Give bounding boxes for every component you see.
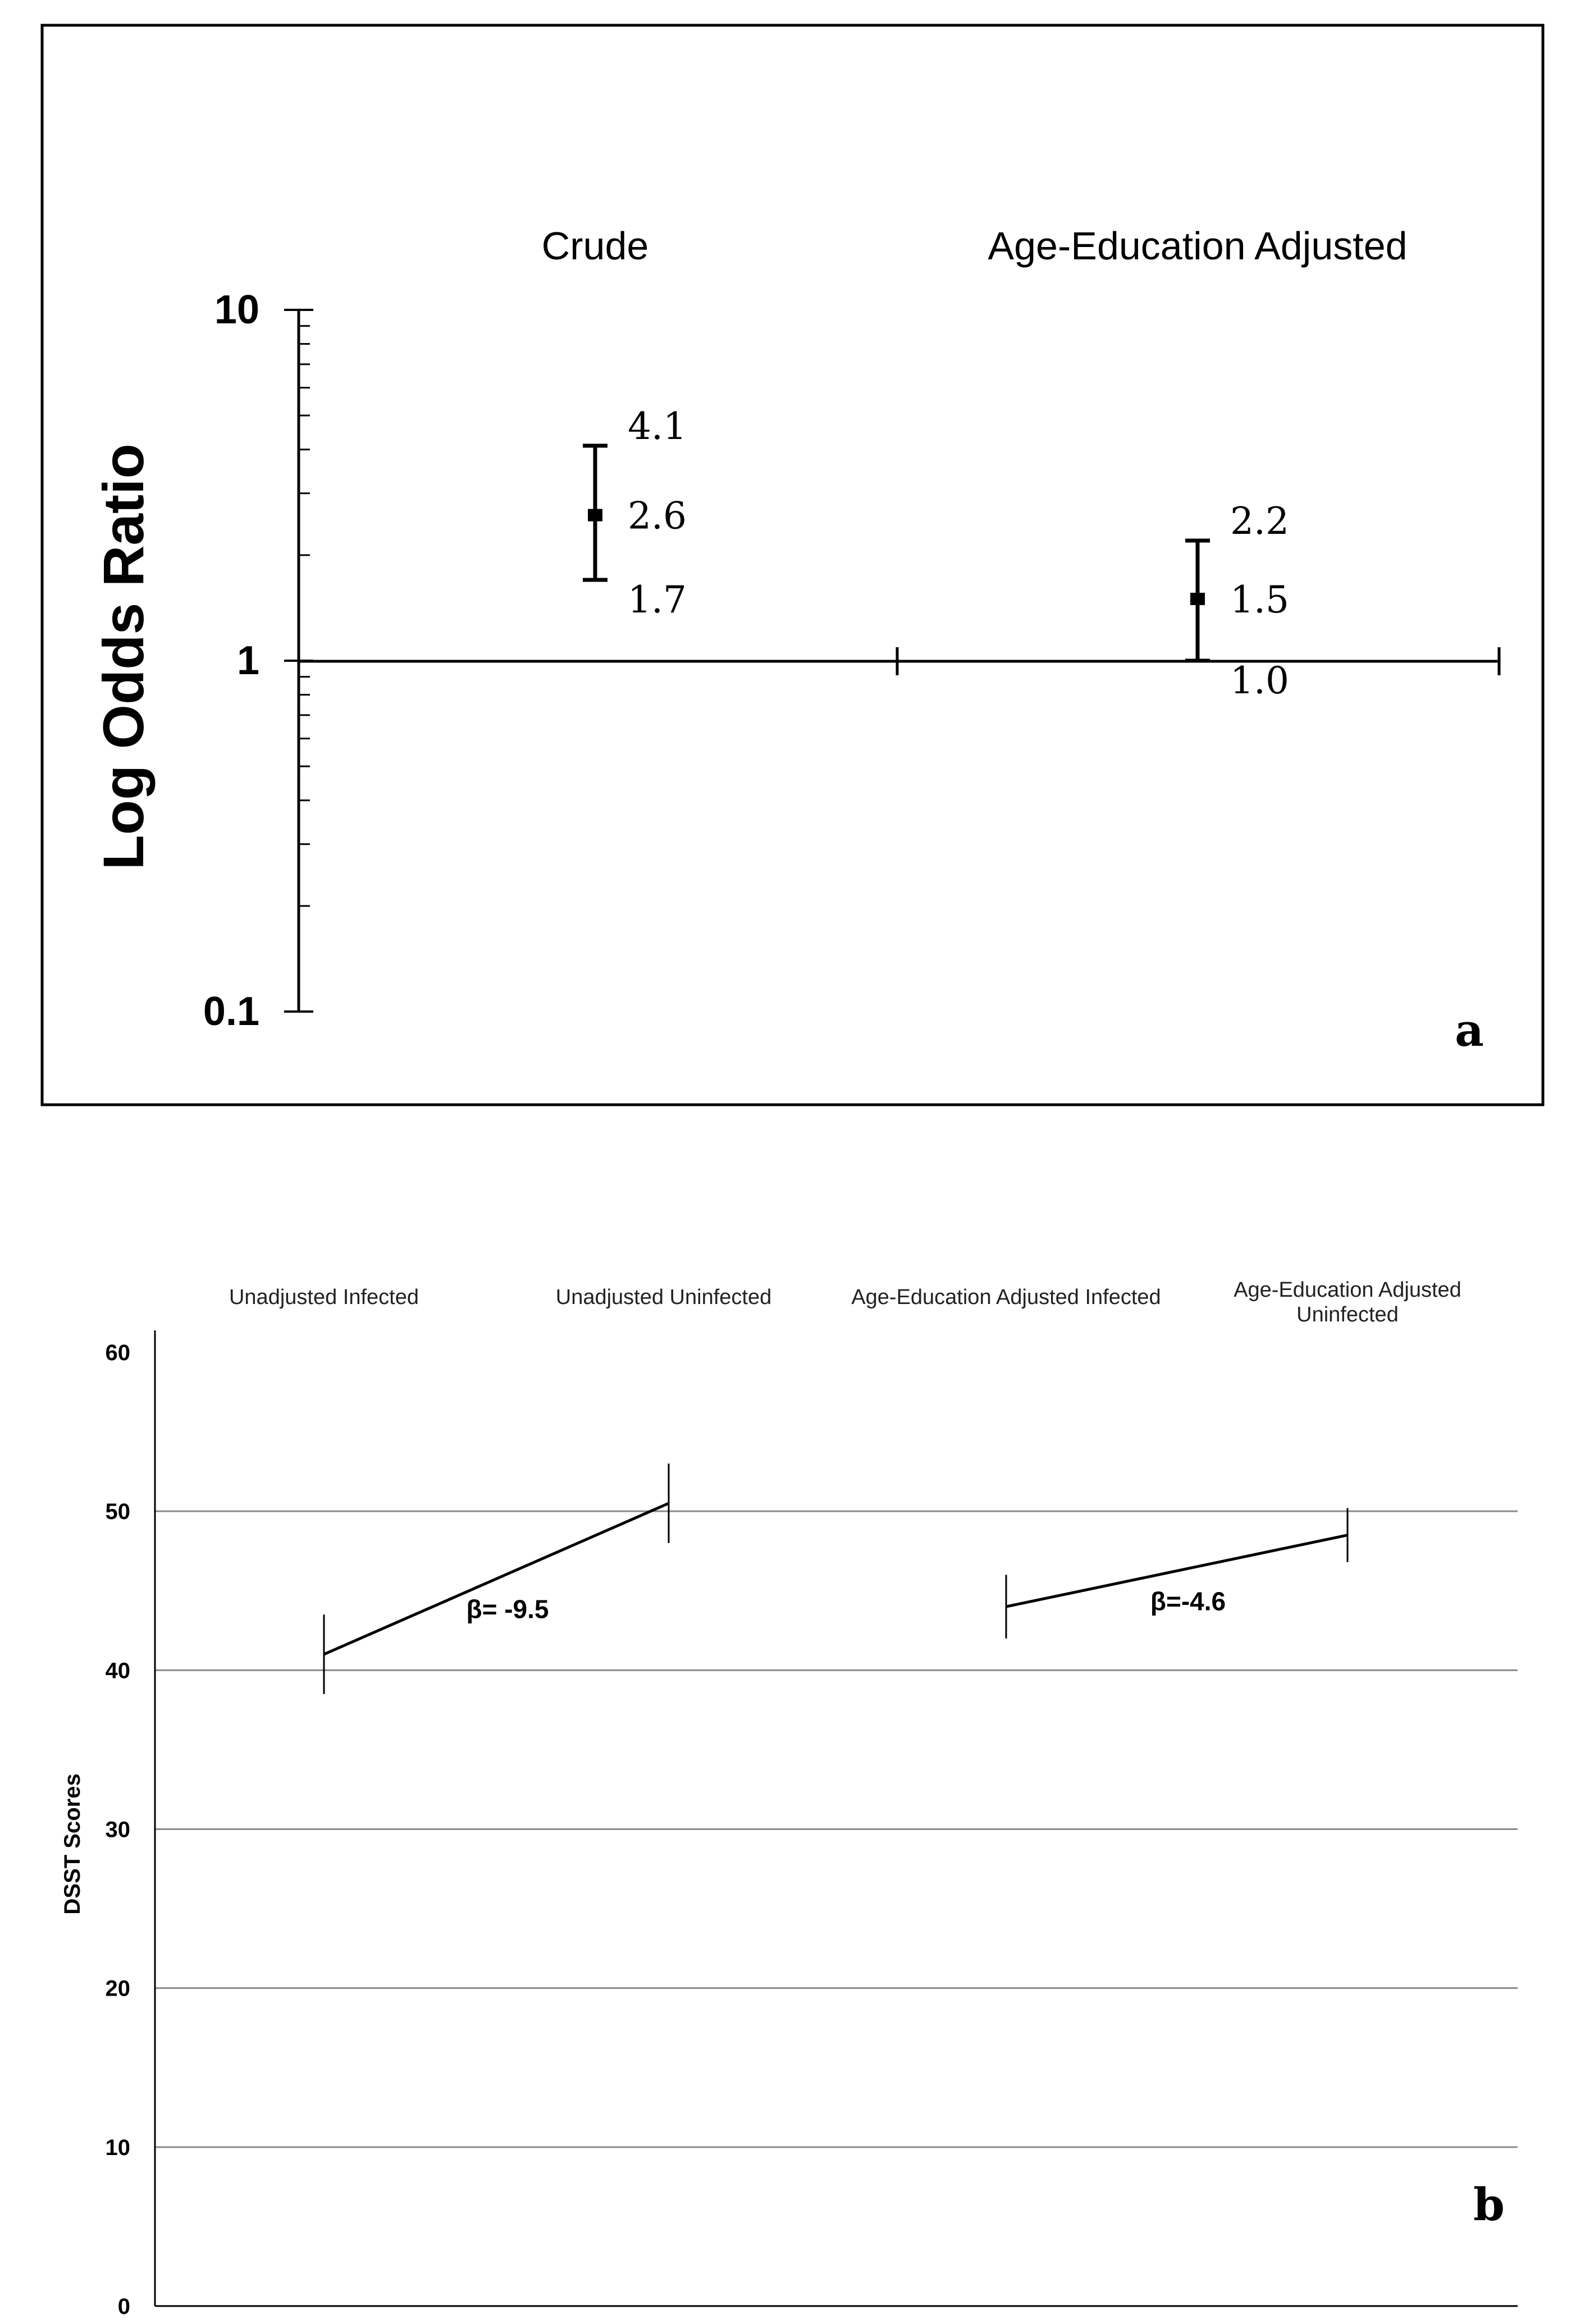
panel-a-y-tick-labels: [203, 287, 259, 1034]
point-estimate: [1190, 593, 1205, 605]
panel-b-category-label: Age-Education Adjusted Uninfected: [1234, 1278, 1461, 1326]
panel-b-category-labels: [229, 1278, 1461, 1326]
y-tick-label: 20: [105, 1976, 130, 2001]
panel-b-segments: [324, 1463, 1348, 1694]
panel-b-y-tick-labels: [106, 1341, 131, 2319]
y-tick-label: 50: [105, 1499, 130, 1525]
panel-a-error-bars: [583, 405, 1289, 702]
y-tick-label: 0: [117, 2294, 130, 2319]
panel-a-minor-ticks: [284, 310, 313, 1012]
y-tick-label: 0.1: [203, 989, 259, 1034]
y-tick-label: 1: [236, 638, 259, 683]
beta-annotation: β=-4.6: [1150, 1586, 1226, 1616]
panel-b-category-label: Unadjusted Infected: [229, 1285, 419, 1309]
panel-b-y-axis-label: DSST Scores: [60, 1773, 85, 1915]
y-tick-label: 30: [105, 1817, 130, 1842]
panel-a-label: a: [1455, 1004, 1484, 1056]
panel-b-gridlines: [155, 1511, 1518, 2147]
y-tick-label: 60: [105, 1341, 130, 1365]
data-label: 2.6: [628, 494, 687, 538]
y-tick-label: 40: [105, 1658, 130, 1683]
panel-a-category-label: Crude: [541, 224, 649, 268]
panel-a-border: [42, 25, 1543, 1105]
panel-b-category-label: Unadjusted Uninfected: [555, 1285, 772, 1309]
panel-a-category-label: Age-Education Adjusted: [988, 224, 1408, 268]
point-estimate: [588, 509, 602, 521]
data-label: 4.1: [628, 405, 687, 449]
series-line: [324, 1503, 669, 1654]
data-label: 2.2: [1230, 499, 1289, 543]
panel-b-label: b: [1473, 2178, 1505, 2231]
y-tick-label: 10: [105, 2135, 130, 2160]
data-label: 1.5: [1230, 578, 1289, 621]
beta-annotation: β= -9.5: [466, 1594, 549, 1624]
panel-b-category-label: Age-Education Adjusted Infected: [851, 1285, 1161, 1309]
panel-b: [60, 1278, 1518, 2319]
data-label: 1.0: [1230, 659, 1289, 702]
y-tick-label: 10: [214, 287, 259, 332]
panel-a: [42, 25, 1543, 1105]
panel-a-y-axis-label: Log Odds Ratio: [92, 443, 156, 870]
data-label: 1.7: [628, 578, 687, 621]
